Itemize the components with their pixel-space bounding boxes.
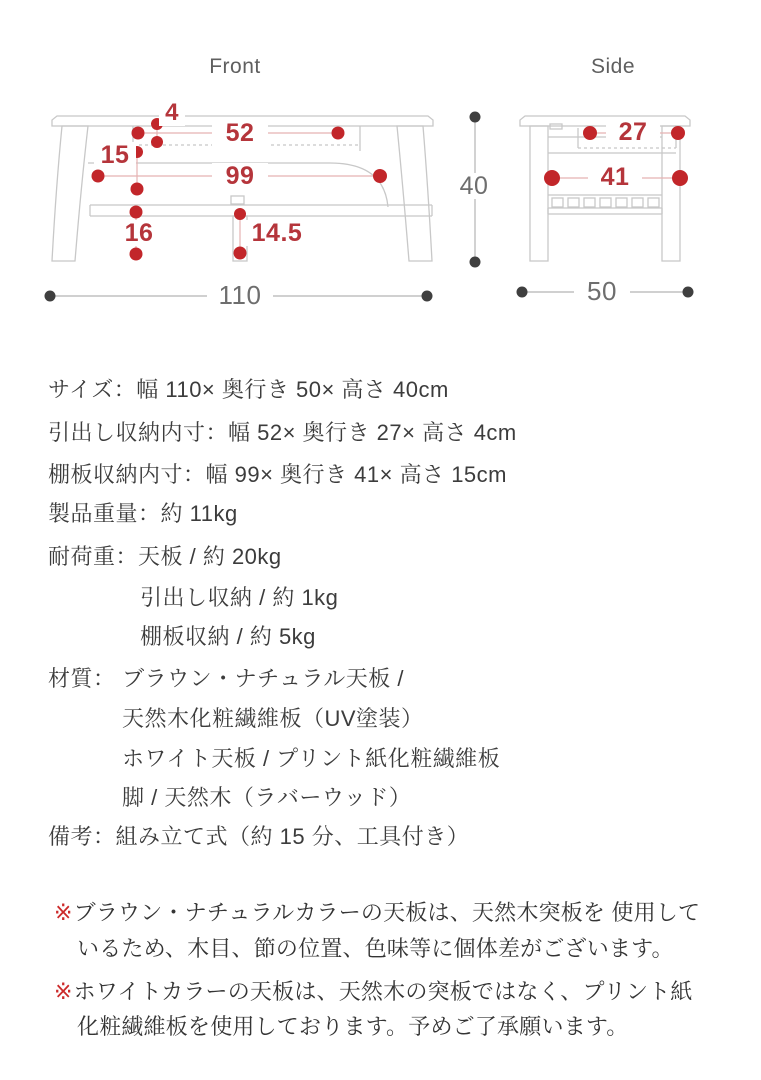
total-height-label: 40: [450, 173, 498, 199]
note-white-top-line1: [54, 977, 693, 1007]
spec-shelf-inner-size: 棚板収納内寸：幅 99× 奥行き 41× 高さ 15cm: [48, 462, 507, 487]
total-depth-label: 50: [574, 278, 630, 304]
note-white-top-line2: 化粧繊維板を使用しております。予めご了承願います。: [77, 1014, 629, 1039]
note-brown-natural-line2: いるため、木目、節の位置、色味等に個体差がございます。: [77, 936, 674, 961]
spec-material: 材質： ブラウン・ナチュラル天板 /: [48, 666, 405, 691]
spec-material-white-top: ホワイト天板 / プリント紙化粧繊維板: [122, 746, 501, 771]
spec-drawer-inner-size: 引出し収納内寸：幅 52× 奥行き 27× 高さ 4cm: [48, 420, 517, 445]
note-brown-natural-text: ブラウン・ナチュラルカラーの天板は、天然木突板を 使用して: [73, 900, 701, 925]
spec-material-top-detail: 天然木化粧繊維板（UV塗装）: [122, 706, 424, 731]
front-leg-clearance-label: 16: [117, 220, 161, 246]
note-brown-natural-line1: [54, 898, 700, 928]
spec-material-legs: 脚 / 天然木（ラバーウッド）: [122, 785, 412, 810]
front-drawer-width-label: 52: [212, 120, 268, 146]
side-drawer-depth-label: 27: [606, 119, 660, 145]
front-shelf-width-label: 99: [212, 163, 268, 189]
note-white-top-text: ホワイトカラーの天板は、天然木の突板ではなく、プリント紙: [73, 979, 693, 1004]
side-shelf-depth-label: 41: [588, 164, 642, 190]
spec-remarks: 備考：組み立て式（約 15 分、工具付き）: [48, 824, 470, 849]
front-drawer-height-label: 4: [159, 100, 185, 126]
spec-load-capacity-top: 耐荷重：天板 / 約 20kg: [48, 544, 282, 569]
side-view-title: Side: [590, 55, 636, 78]
spec-size: サイズ：幅 110× 奥行き 50× 高さ 40cm: [48, 377, 449, 402]
spec-load-capacity-drawer: 引出し収納 / 約 1kg: [140, 585, 339, 610]
asterisk-mark-icon: ※: [54, 900, 73, 925]
front-center-clearance-label: 14.5: [246, 220, 308, 246]
total-width-label: 110: [207, 282, 273, 308]
front-view-title: Front: [209, 55, 261, 78]
spec-load-capacity-shelf: 棚板収納 / 約 5kg: [140, 624, 316, 649]
front-shelf-height-label: 15: [94, 142, 136, 168]
asterisk-mark-icon: ※: [54, 979, 73, 1004]
gray-dimension-dots: [45, 112, 694, 302]
spec-product-weight: 製品重量：約 11kg: [48, 501, 238, 526]
